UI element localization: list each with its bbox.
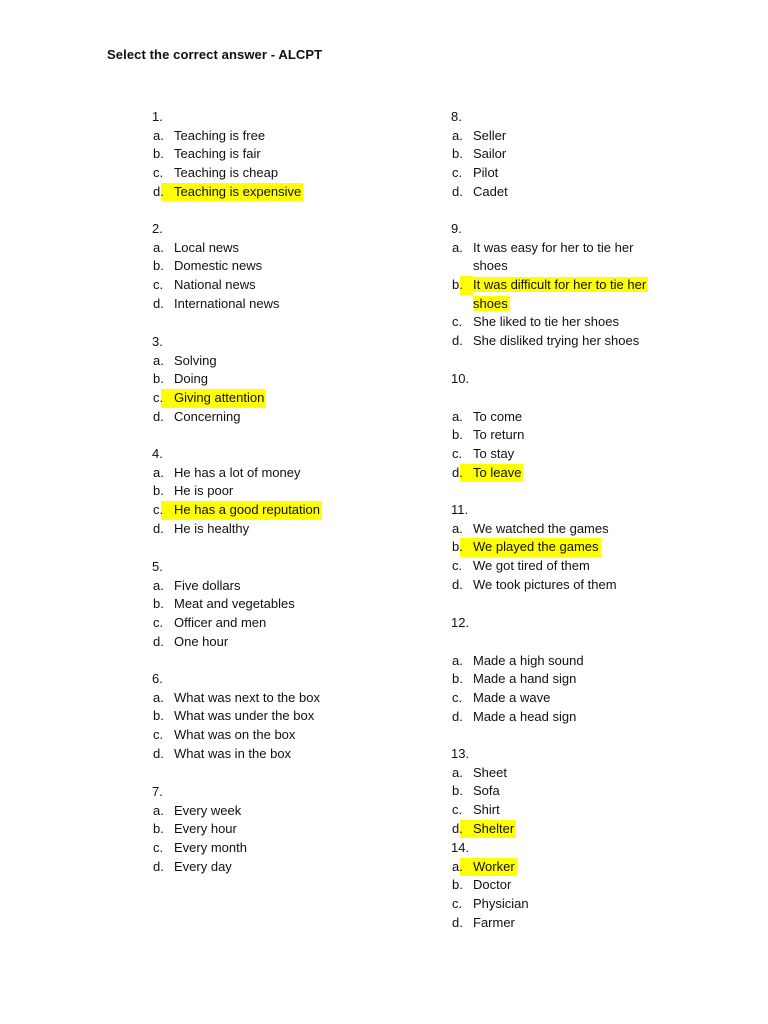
question-9 (451, 220, 647, 351)
question-14 (451, 839, 529, 932)
option-text: Worker (473, 858, 517, 877)
option-c (451, 445, 515, 464)
option-text: Sailor (473, 146, 507, 162)
option-text: One hour (174, 633, 229, 649)
option-letter: d. (153, 745, 164, 761)
option-b (152, 145, 261, 164)
option-letter: b. (153, 596, 164, 612)
option-text: What was on the box (174, 727, 296, 743)
option-text: International news (174, 295, 280, 311)
option-text: Doctor (473, 877, 512, 893)
option-b (152, 482, 234, 501)
option-letter: b. (153, 821, 164, 837)
option-letter: c. (153, 277, 164, 293)
option-text: Shelter (473, 820, 516, 839)
question-2 (152, 220, 280, 313)
question-number: 14. (451, 840, 470, 855)
question-number: 12. (451, 615, 470, 630)
option-letter: a. (451, 858, 473, 877)
option-a (152, 802, 242, 821)
option-text: Made a head sign (473, 708, 577, 724)
option-text: Meat and vegetables (174, 596, 295, 612)
option-letter: d. (153, 858, 164, 874)
option-c (152, 726, 296, 745)
option-text: Teaching is expensive (174, 183, 303, 202)
option-text: Solving (174, 352, 217, 368)
option-text: He has a lot of money (174, 464, 301, 480)
option-d-highlighted (152, 183, 302, 202)
option-d (451, 914, 515, 933)
option-a (152, 689, 320, 708)
option-text: Every month (174, 840, 247, 856)
option-c (152, 164, 279, 183)
option-text: Shirt (473, 802, 500, 818)
option-letter: d. (153, 520, 164, 536)
option-letter: a. (153, 802, 164, 818)
option-letter: c. (452, 446, 463, 462)
option-letter: d. (152, 183, 174, 202)
option-b (152, 595, 295, 614)
option-text: Doing (174, 371, 208, 387)
question-number: 7. (152, 784, 163, 799)
option-b-highlighted (451, 538, 599, 557)
option-letter: d. (452, 183, 463, 199)
option-text: Concerning (174, 408, 241, 424)
option-letter: c. (452, 314, 463, 330)
option-letter: c. (452, 802, 463, 818)
option-c (451, 689, 551, 708)
option-b (451, 145, 507, 164)
question-number: 2. (152, 221, 163, 236)
option-text: Cadet (473, 183, 508, 199)
option-text: Pilot (473, 165, 499, 181)
option-text: To come (473, 408, 523, 424)
question-number: 5. (152, 559, 163, 574)
option-text: Domestic news (174, 258, 263, 274)
blank-line (451, 389, 469, 408)
option-text: He has a good reputation (174, 501, 322, 520)
option-text: Teaching is free (174, 127, 266, 143)
option-text: He is poor (174, 483, 234, 499)
option-text: She disliked trying her shoes (473, 333, 640, 349)
option-letter: b. (452, 146, 463, 162)
option-d (152, 633, 229, 652)
option-text: Five dollars (174, 577, 241, 593)
option-d (152, 295, 280, 314)
option-text: Local news (174, 239, 240, 255)
question-number: 6. (152, 671, 163, 686)
option-letter: d. (452, 333, 463, 349)
option-text: We got tired of them (473, 558, 590, 574)
option-letter: c. (153, 165, 164, 181)
option-text: It was easy for her to tie her shoes (473, 239, 634, 274)
question-number: 8. (451, 109, 462, 124)
option-letter: c. (452, 165, 463, 181)
option-c-highlighted (152, 501, 320, 520)
option-letter: a. (153, 127, 164, 143)
question-number: 11. (451, 502, 469, 517)
question-3 (152, 333, 265, 426)
option-text: Sheet (473, 764, 507, 780)
option-b (451, 426, 525, 445)
option-letter: c. (153, 840, 164, 856)
question-number: 1. (152, 109, 163, 124)
option-letter: a. (153, 239, 164, 255)
option-letter: a. (452, 127, 463, 143)
option-c (152, 276, 256, 295)
question-number: 9. (451, 221, 462, 236)
option-text: To return (473, 427, 525, 443)
option-text: Every day (174, 858, 232, 874)
option-text: What was next to the box (174, 689, 320, 705)
option-c (451, 164, 499, 183)
option-text: Every week (174, 802, 242, 818)
option-letter: b. (452, 877, 463, 893)
option-d (451, 708, 577, 727)
option-text: It was difficult for her to tie her shoes (473, 277, 647, 311)
option-letter: c. (152, 501, 174, 520)
option-d (152, 520, 250, 539)
option-letter: a. (153, 464, 164, 480)
option-letter: c. (452, 690, 463, 706)
option-text: Seller (473, 127, 507, 143)
option-text: We played the games (473, 538, 601, 557)
option-letter: c. (452, 896, 463, 912)
option-letter: a. (452, 764, 463, 780)
option-text: To stay (473, 446, 515, 462)
option-letter: b. (451, 538, 473, 557)
option-letter: c. (152, 389, 174, 408)
option-letter: a. (452, 652, 463, 668)
option-text: Teaching is fair (174, 146, 261, 162)
option-letter: d. (153, 408, 164, 424)
option-text: Made a wave (473, 690, 551, 706)
option-text: Physician (473, 896, 529, 912)
option-letter: a. (452, 408, 463, 424)
option-text: Sofa (473, 783, 500, 799)
option-c (451, 557, 590, 576)
option-text: What was under the box (174, 708, 315, 724)
option-letter: b. (452, 783, 463, 799)
option-text: Officer and men (174, 615, 267, 631)
option-a (152, 464, 301, 483)
option-letter: a. (452, 520, 463, 536)
option-letter: b. (452, 671, 463, 687)
question-4 (152, 445, 320, 538)
option-text: Farmer (473, 914, 515, 930)
option-letter: b. (153, 258, 164, 274)
option-letter: d. (451, 464, 473, 483)
option-b (152, 820, 237, 839)
option-text: What was in the box (174, 745, 292, 761)
option-c (451, 313, 619, 332)
option-a (451, 764, 507, 783)
option-letter: c. (153, 727, 164, 743)
page-title: Select the correct answer - ALCPT (107, 47, 323, 62)
option-letter: b. (153, 371, 164, 387)
option-a (451, 239, 634, 276)
option-letter: d. (451, 820, 473, 839)
option-text: Made a high sound (473, 652, 584, 668)
option-c-highlighted (152, 389, 265, 408)
option-letter: b. (153, 146, 164, 162)
option-text: He is healthy (174, 520, 250, 536)
question-5 (152, 558, 295, 651)
option-a (152, 352, 217, 371)
option-b (152, 707, 315, 726)
option-d (451, 576, 617, 595)
option-b (451, 782, 500, 801)
option-d (451, 183, 508, 202)
option-letter: d. (153, 633, 164, 649)
option-c (451, 801, 500, 820)
option-text: To leave (473, 464, 523, 483)
option-a (451, 652, 584, 671)
question-13 (451, 745, 515, 838)
option-text: We watched the games (473, 520, 609, 536)
option-d (451, 332, 640, 351)
question-8 (451, 108, 508, 201)
option-b-highlighted (451, 276, 647, 313)
option-d (152, 745, 292, 764)
option-letter: d. (153, 295, 164, 311)
option-b (451, 670, 577, 689)
option-c (451, 895, 529, 914)
option-a (152, 239, 240, 258)
option-a (152, 577, 241, 596)
option-b (451, 876, 512, 895)
option-b (152, 257, 263, 276)
option-text: We took pictures of them (473, 576, 617, 592)
question-11 (451, 501, 617, 594)
option-letter: a. (153, 689, 164, 705)
option-d (152, 408, 241, 427)
option-letter: b. (153, 708, 164, 724)
option-c (152, 614, 267, 633)
option-letter: b. (153, 483, 164, 499)
option-text: Made a hand sign (473, 671, 577, 687)
option-text: Giving attention (174, 389, 266, 408)
option-a (451, 408, 523, 427)
option-a (451, 520, 609, 539)
question-6 (152, 670, 320, 763)
option-letter: d. (452, 708, 463, 724)
option-letter: b. (452, 427, 463, 443)
option-letter: d. (452, 576, 463, 592)
option-letter: c. (153, 615, 164, 631)
option-text: She liked to tie her shoes (473, 314, 619, 330)
blank-line (451, 633, 469, 652)
question-7 (152, 783, 247, 876)
option-d (152, 858, 232, 877)
question-number: 13. (451, 746, 470, 761)
option-letter: d. (452, 914, 463, 930)
question-number: 4. (152, 446, 163, 461)
option-text: Teaching is cheap (174, 165, 279, 181)
question-number: 10. (451, 371, 470, 386)
option-letter: a. (153, 577, 164, 593)
option-text: National news (174, 277, 256, 293)
question-12 (451, 614, 584, 726)
option-text: Every hour (174, 821, 237, 837)
question-number: 3. (152, 334, 163, 349)
option-letter: a. (452, 239, 463, 255)
question-1 (152, 108, 302, 201)
option-b (152, 370, 208, 389)
option-letter: c. (452, 558, 463, 574)
option-a (451, 127, 507, 146)
option-d-highlighted (451, 820, 515, 839)
option-letter: a. (153, 352, 164, 368)
question-10 (451, 370, 525, 482)
option-letter: b. (451, 276, 473, 295)
option-d-highlighted (451, 464, 522, 483)
option-c (152, 839, 247, 858)
option-a (152, 127, 266, 146)
option-a-highlighted (451, 858, 515, 877)
